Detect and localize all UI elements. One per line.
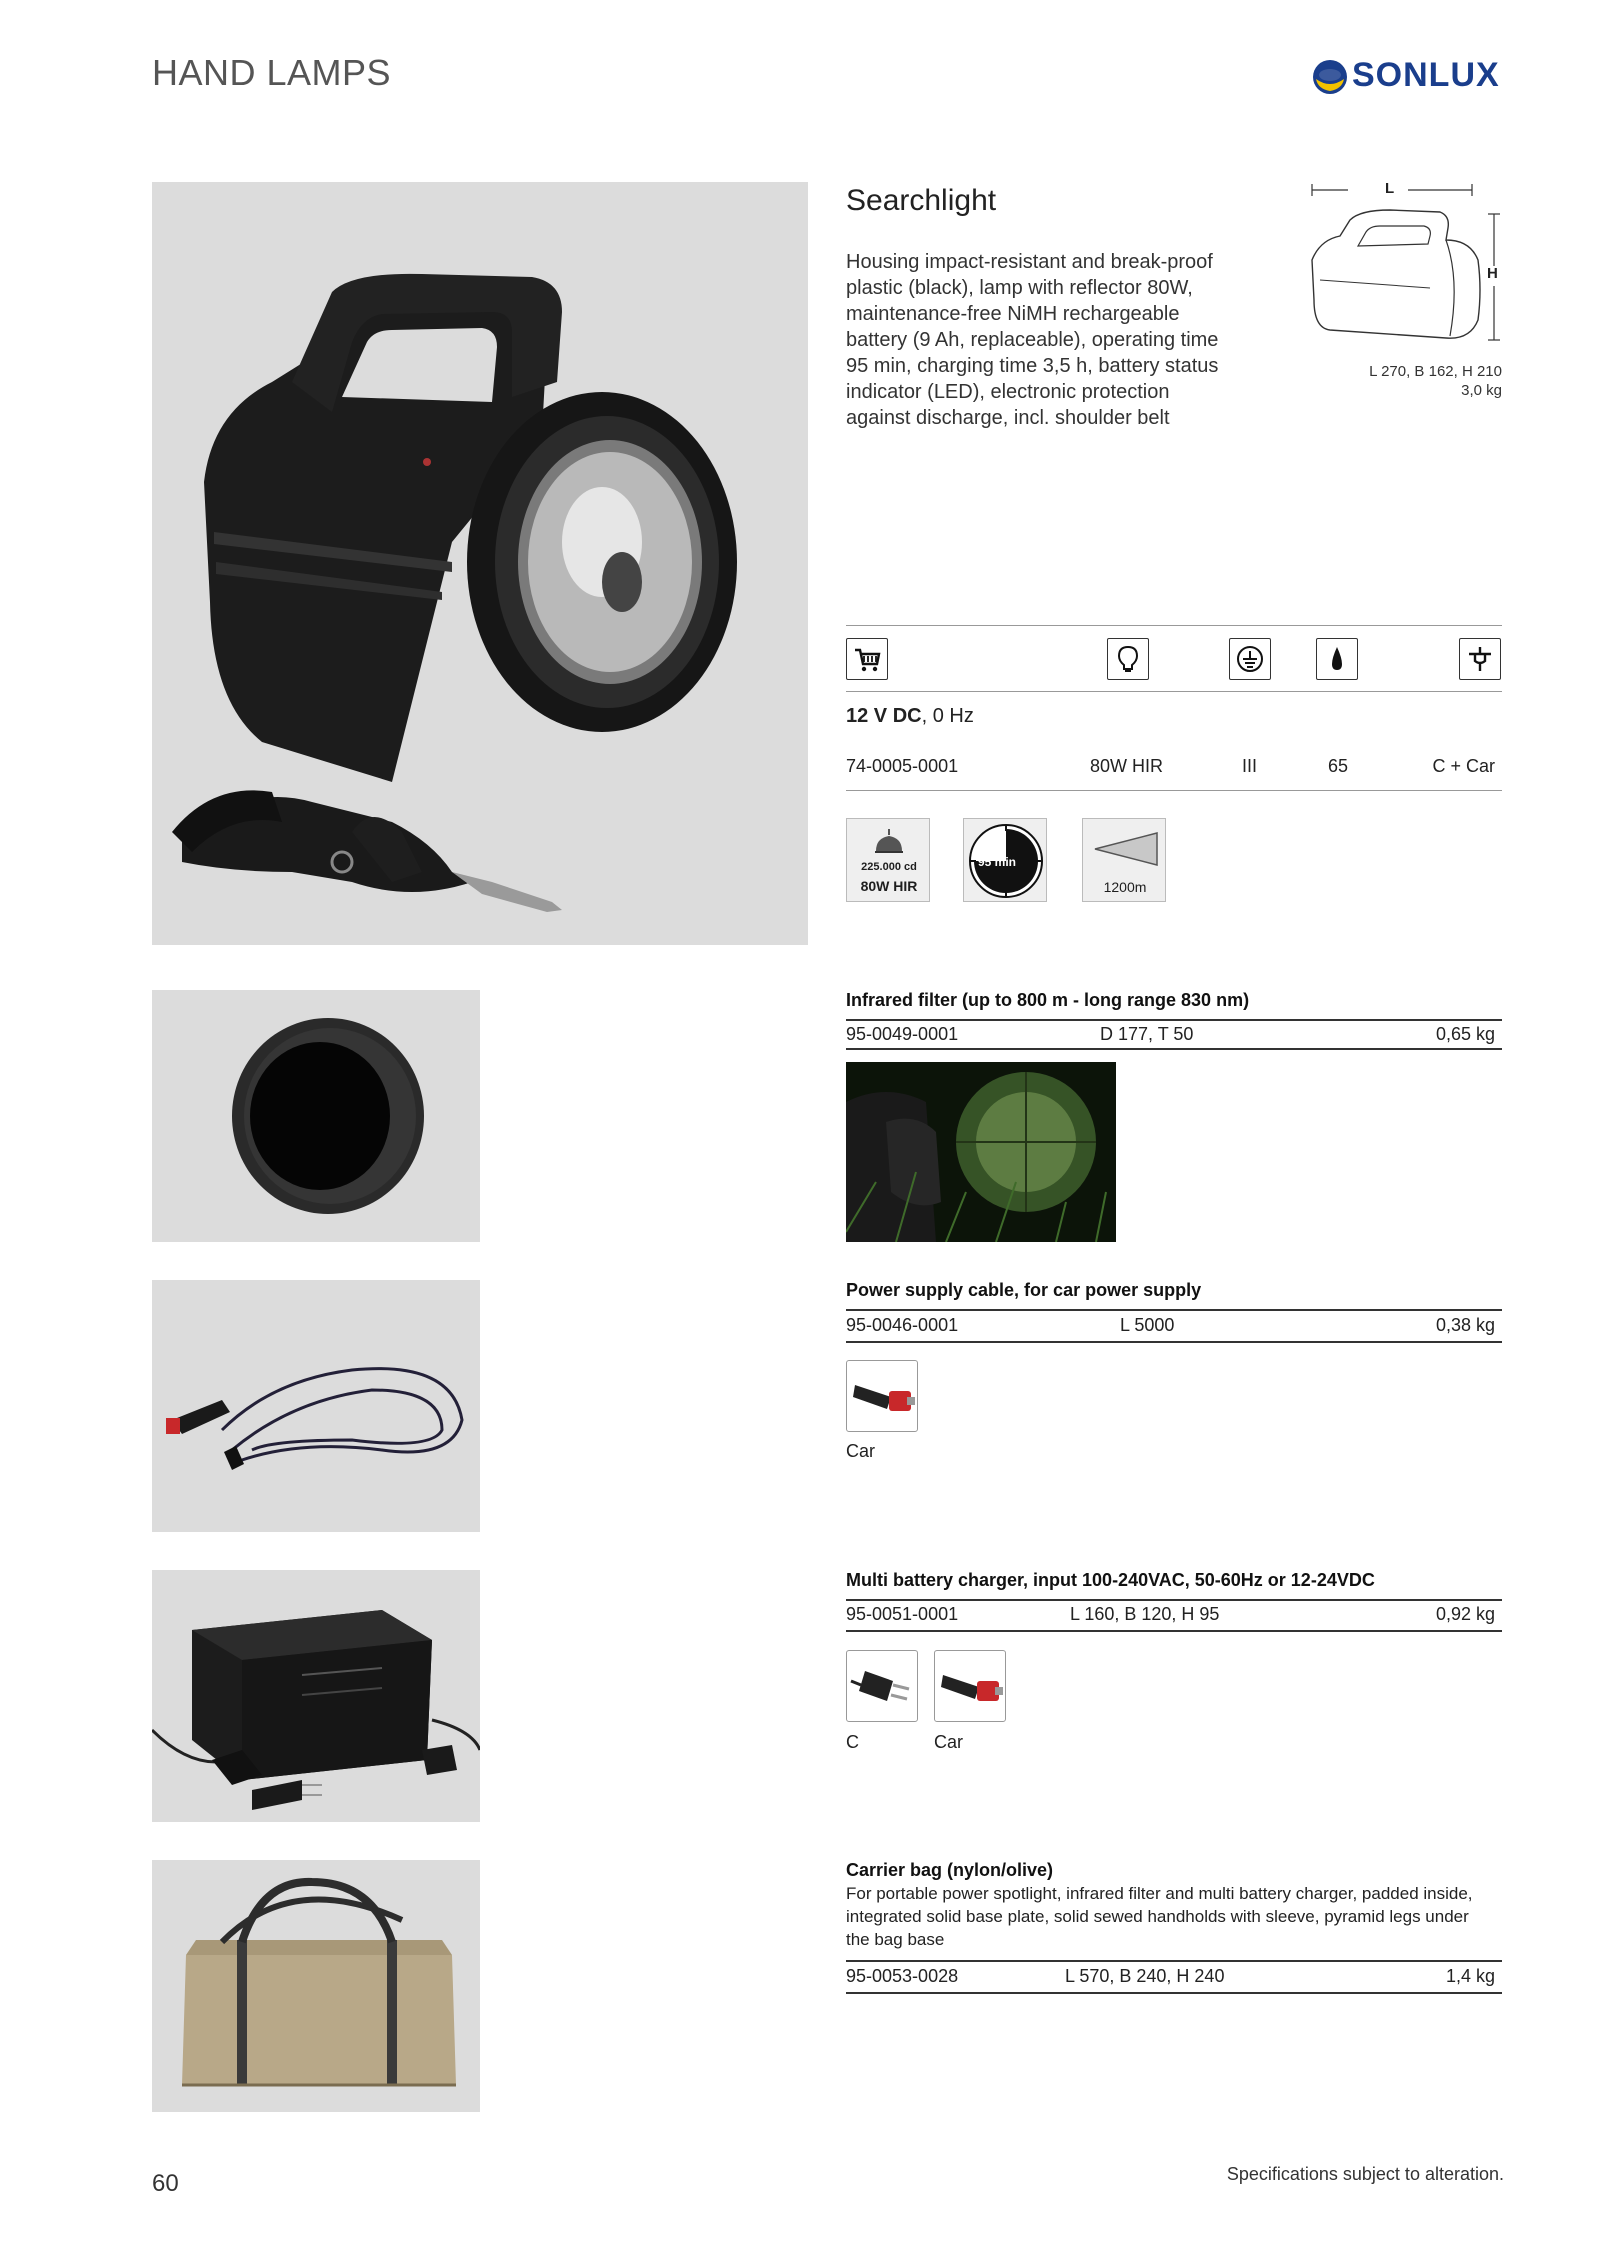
- product-name: Searchlight: [846, 184, 997, 217]
- divider: [846, 1019, 1502, 1021]
- accessory-article: 95-0051-0001: [846, 1604, 959, 1624]
- accessory-weight: 0,92 kg: [1435, 1604, 1495, 1624]
- accessory-article: 95-0053-0028: [846, 1966, 959, 1986]
- brand-name: SONLUX: [1352, 56, 1500, 94]
- accessory-dimensions: L 570, B 240, H 240: [1065, 1966, 1225, 1986]
- divider: [846, 1599, 1502, 1601]
- accessory-weight: 1,4 kg: [1445, 1966, 1495, 1986]
- accessory-title: Infrared filter (up to 800 m - long range 830 nm): [846, 990, 1250, 1010]
- infrared-demo-image: [846, 1062, 1116, 1242]
- divider: [846, 1992, 1502, 1994]
- article-number: 74-0005-0001: [846, 756, 959, 776]
- divider: [846, 625, 1502, 626]
- page-title: HAND LAMPS: [152, 52, 392, 93]
- car-plug-icon: [934, 1650, 1006, 1722]
- drop-icon: [1316, 638, 1358, 680]
- dimension-diagram: [1300, 180, 1508, 350]
- protection-class: III: [1242, 756, 1258, 776]
- power-supply: C + Car: [1432, 756, 1495, 776]
- brand-logo: [1312, 54, 1502, 100]
- intensity-value: 225.000 cd: [861, 861, 917, 873]
- ip-rating: 65: [1328, 756, 1349, 776]
- infrared-filter-photo: [152, 990, 480, 1242]
- car-plug-icon: [846, 1360, 918, 1432]
- plug-label: Car: [846, 1441, 876, 1461]
- euro-plug-icon: [846, 1650, 918, 1722]
- battery-charger-image: [152, 1570, 480, 1822]
- accessory-title: Power supply cable, for car power supply: [846, 1280, 1202, 1300]
- accessory-article: 95-0049-0001: [846, 1024, 959, 1044]
- plug-label: C: [846, 1732, 859, 1752]
- page-number: 60: [152, 2170, 179, 2197]
- intensity-lamp: 80W HIR: [860, 878, 918, 894]
- product-dimensions: L 270, B 162, H 210: [1369, 363, 1502, 380]
- product-weight: 3,0 kg: [1461, 382, 1502, 399]
- footer-note: Specifications subject to alteration.: [1226, 2164, 1504, 2184]
- cart-icon: [846, 638, 888, 680]
- lamp-type: 80W HIR: [1090, 756, 1164, 776]
- accessory-dimensions: D 177, T 50: [1100, 1024, 1194, 1044]
- divider: [846, 1048, 1502, 1050]
- accessory-weight: 0,65 kg: [1435, 1024, 1495, 1044]
- power-cable-photo: [152, 1280, 480, 1532]
- searchlight-image: [152, 182, 808, 945]
- infrared-demo-photo: [846, 1062, 1116, 1242]
- accessory-title: Multi battery charger, input 100-240VAC, 50-60Hz or 12-24VDC: [846, 1570, 1375, 1590]
- accessory-dimensions: L 5000: [1120, 1315, 1175, 1335]
- plug-label: Car: [934, 1732, 964, 1752]
- power-cable-image: [152, 1280, 480, 1532]
- diagram-label-h: H: [1487, 265, 1498, 282]
- battery-charger-photo: [152, 1570, 480, 1822]
- accessory-title: Carrier bag (nylon/olive): [846, 1860, 1054, 1880]
- accessory-dimensions: L 160, B 120, H 95: [1070, 1604, 1220, 1624]
- diagram-label-l: L: [1385, 180, 1395, 197]
- lamp-hood-icon: [847, 823, 931, 863]
- frequency-value: , 0 Hz: [921, 705, 974, 727]
- runtime-tile: [963, 818, 1047, 902]
- range-value: 1200m: [1103, 879, 1147, 895]
- plug-icon: [1459, 638, 1501, 680]
- divider: [846, 1309, 1502, 1311]
- divider: [846, 1341, 1502, 1343]
- searchlight-photo: [152, 182, 808, 945]
- infrared-filter-image: [152, 990, 480, 1242]
- accessory-article: 95-0046-0001: [846, 1315, 959, 1335]
- protection-class-icon: [1229, 638, 1271, 680]
- divider: [846, 790, 1502, 791]
- brand-logo-icon: [1312, 59, 1348, 95]
- range-tile: [1082, 818, 1166, 902]
- product-description: Housing impact-resistant and break-proof plastic (black), lamp with reflector 80W, maintenance-free NiMH rechargeable battery (9 Ah, replaceable), operating time 95 min, charging time 3,5 h, battery status indicator (LED), electronic protection against discharge, incl. shoulder belt: [846, 251, 1219, 429]
- carrier-bag-photo: [152, 1860, 480, 2112]
- divider: [846, 1630, 1502, 1632]
- voltage-value: 12 V DC: [846, 705, 922, 727]
- light-intensity-tile: [846, 818, 930, 902]
- accessory-description: For portable power spotlight, infrared filter and multi battery charger, padded inside, integrated solid base plate, solid sewed handholds with sleeve, pyramid legs under the bag base: [846, 1884, 1473, 1949]
- bulb-icon: [1107, 638, 1149, 680]
- runtime-value: 95 min: [978, 855, 1017, 869]
- divider: [846, 691, 1502, 692]
- voltage-label: [846, 705, 974, 728]
- carrier-bag-image: [152, 1860, 480, 2112]
- divider: [846, 1960, 1502, 1962]
- accessory-weight: 0,38 kg: [1435, 1315, 1495, 1335]
- beam-range-icon: [1083, 823, 1167, 873]
